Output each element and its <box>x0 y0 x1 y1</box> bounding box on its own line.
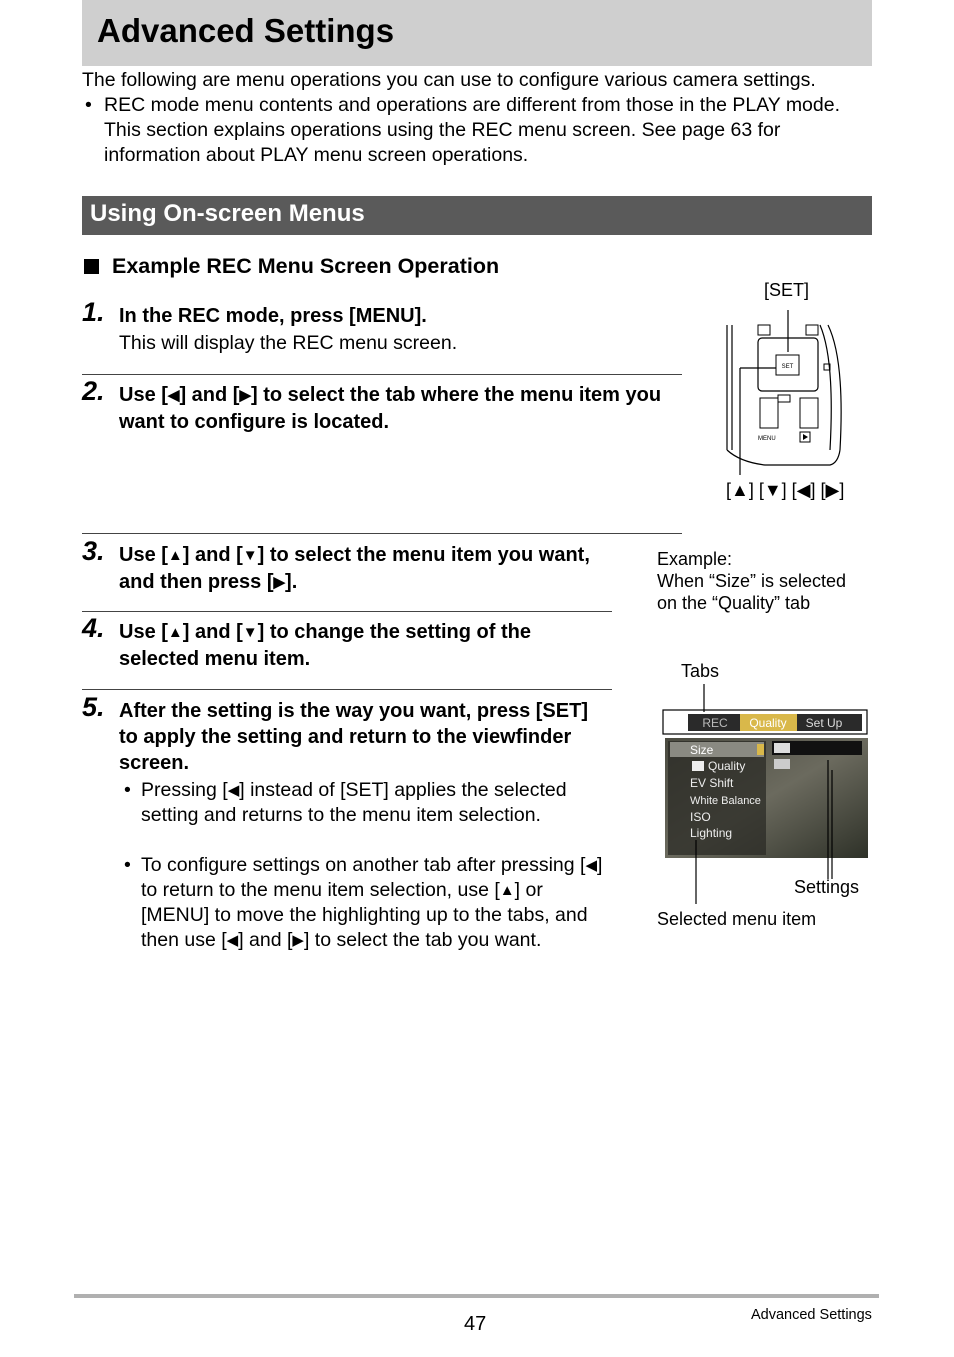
text: To configure settings on another tab after pressing [ <box>141 854 586 876</box>
intro-bullet-text: REC mode menu contents and operations are different from those in the PLAY mode. This section explains operations using the REC menu screen. See page 63 for information about PLAY menu screen operations. <box>104 94 841 166</box>
menu-screen-illustration <box>660 684 875 904</box>
text: ] to select the tab where the menu item you want to configure is located. <box>119 384 662 433</box>
step-1-text: In the REC mode, press [MENU]. <box>119 305 427 327</box>
arrow-buttons-label: [▲] [▼] [◀] [▶] <box>726 480 845 500</box>
down-arrow-icon: ▼ <box>242 624 258 641</box>
step-4-number: 4. <box>82 613 105 643</box>
menu-item-iso: ISO <box>690 810 711 824</box>
footer-rule <box>74 1294 879 1298</box>
divider <box>82 611 612 612</box>
step-1-subtext: This will display the REC menu screen. <box>119 332 458 354</box>
down-arrow-icon: ▼ <box>242 547 258 564</box>
divider <box>82 533 682 534</box>
text: ] instead of [SET] applies the selected setting and returns to the menu item selection. <box>141 779 567 826</box>
text: ]. <box>285 571 298 593</box>
text: ] to select the tab you want. <box>303 929 542 951</box>
text: ] or [MENU] to move the highlighting up to the tabs, and then use [ <box>141 879 588 951</box>
step-2-number: 2. <box>82 376 105 406</box>
up-arrow-icon: ▲ <box>167 547 183 564</box>
text: ] and [ <box>182 544 243 566</box>
list-item <box>124 778 611 828</box>
list-item <box>124 853 611 953</box>
bullet-dot: • <box>85 94 92 116</box>
step-4-text <box>119 619 614 672</box>
intro-text: The following are menu operations you can use to configure various camera settings. <box>82 69 816 91</box>
up-arrow-icon: ▲ <box>499 882 515 899</box>
up-arrow-icon: ▲ <box>167 624 183 641</box>
menu-item-quality: Quality <box>708 759 746 773</box>
section-title: Using On-screen Menus <box>90 200 365 227</box>
text: ] to return to the menu item selection, use [ <box>141 854 603 901</box>
tabs-label: Tabs <box>681 661 720 681</box>
text: ] to select the menu item you want, and then press [ <box>119 544 590 593</box>
step-2-text <box>119 382 679 435</box>
tab-rec: REC <box>702 716 728 730</box>
bullet-dot: • <box>124 779 131 801</box>
step-3-number: 3. <box>82 536 105 566</box>
left-arrow-icon: ◀ <box>227 782 240 799</box>
menu-item-lighting: Lighting <box>690 826 733 840</box>
text: ] and [ <box>182 621 243 643</box>
left-arrow-icon: ◀ <box>167 387 180 404</box>
selected-item-label: Selected menu item <box>657 909 817 929</box>
right-arrow-icon: ▶ <box>239 387 251 404</box>
divider <box>82 689 612 690</box>
camera-back-illustration <box>720 300 880 480</box>
subheading: Example REC Menu Screen Operation <box>112 254 500 278</box>
page-title: Advanced Settings <box>97 12 395 49</box>
right-arrow-icon: ▶ <box>273 574 286 591</box>
menu-item-white-balance: White Balance <box>690 795 761 807</box>
left-arrow-icon: ◀ <box>226 932 239 949</box>
step-5-text: After the setting is the way you want, press [SET] to apply the setting and return to the viewfinder screen. <box>119 700 588 774</box>
set-label: [SET] <box>764 280 810 300</box>
menu-button-label: MENU <box>758 436 776 442</box>
text: Use [ <box>119 384 168 406</box>
left-arrow-icon: ◀ <box>585 857 597 874</box>
text: Use [ <box>119 621 168 643</box>
divider <box>82 374 682 375</box>
settings-label: Settings <box>794 877 860 897</box>
example-caption-line2: When “Size” is selected <box>657 571 847 591</box>
square-bullet-icon <box>84 259 99 274</box>
tab-setup: Set Up <box>805 716 843 730</box>
text: ] and [ <box>179 384 240 406</box>
page-number: 47 <box>464 1313 487 1335</box>
text: Use [ <box>119 544 168 566</box>
text: ] and [ <box>238 929 293 951</box>
set-button-label: SET <box>781 364 794 370</box>
bullet-dot: • <box>124 854 131 876</box>
footer-section-title: Advanced Settings <box>751 1307 872 1323</box>
step-3-text <box>119 542 614 596</box>
step-5-number: 5. <box>82 692 105 722</box>
step-1-number: 1. <box>82 297 105 327</box>
example-caption-line3: on the “Quality” tab <box>657 593 811 613</box>
menu-item-size: Size <box>690 743 714 757</box>
text: Pressing [ <box>141 779 228 801</box>
text: ] to change the setting of the selected menu item. <box>119 621 531 670</box>
tab-quality: Quality <box>749 716 787 730</box>
menu-item-ev-shift: EV Shift <box>690 776 734 790</box>
right-arrow-icon: ▶ <box>292 932 304 949</box>
example-caption-line1: Example: <box>657 549 733 569</box>
